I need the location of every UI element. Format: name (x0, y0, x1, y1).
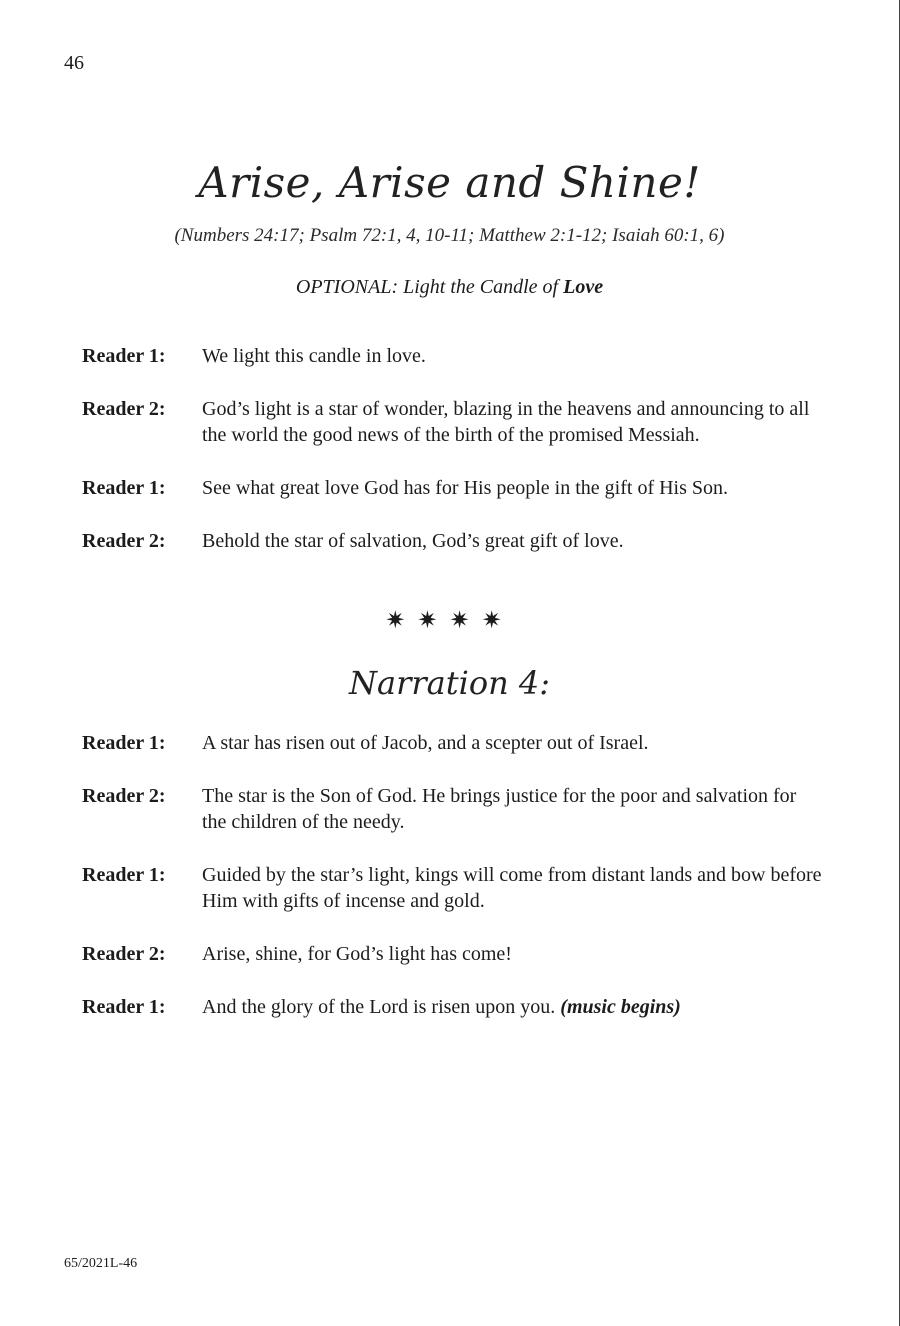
dialogue-line (82, 475, 822, 501)
speaker-label: Reader 2: (82, 530, 166, 552)
dialogue-line (82, 528, 822, 554)
dialogue-text: A star has risen out of Jacob, and a scepter out of Israel. (202, 732, 649, 754)
star-divider: ✷✷✷✷ (385, 608, 514, 634)
page-title: Arise, Arise and Shine! (198, 158, 701, 207)
speaker-label: Reader 1: (82, 996, 166, 1018)
speaker-label: Reader 1: (82, 864, 166, 886)
speaker-label: Reader 2: (82, 943, 166, 965)
optional-emphasis: Love (563, 276, 604, 298)
speaker-label: Reader 1: (82, 732, 166, 754)
page-number: 46 (64, 52, 84, 74)
speaker-label: Reader 1: (82, 477, 166, 499)
dialogue-line (82, 730, 822, 756)
dialogue-line (82, 343, 822, 369)
dialogue-text: Arise, shine, for God’s light has come! (202, 943, 512, 965)
dialogue-text: We light this candle in love. (202, 345, 426, 367)
optional-prefix: OPTIONAL: Light the Candle of (295, 276, 564, 298)
dialogue-text: See what great love God has for His people in the gift of His Son. (202, 477, 729, 499)
dialogue-text-main: And the glory of the Lord is risen upon you. (202, 996, 561, 1018)
dialogue-text: God’s light is a star of wonder, blazing in the heavens and announcing to all the world the good news of the birth of the promised Messiah. (202, 398, 810, 446)
dialogue-text (202, 994, 822, 1020)
optional-instruction (0, 276, 899, 299)
scripture-references: (Numbers 24:17; Psalm 72:1, 4, 10-11; Matthew 2:1-12; Isaiah 60:1, 6) (174, 225, 725, 246)
dialogue-line (82, 941, 822, 967)
dialogue-text: The star is the Son of God. He brings justice for the poor and salvation for the children of the needy. (202, 785, 797, 833)
dialogue-line (82, 396, 822, 448)
section-heading: Narration 4: (348, 664, 551, 702)
speaker-label: Reader 1: (82, 345, 166, 367)
dialogue-text: Guided by the star’s light, kings will come from distant lands and bow before Him with gifts of incense and gold. (202, 864, 822, 912)
dialogue-line (82, 994, 822, 1020)
dialogue-part-1 (82, 343, 822, 581)
dialogue-part-2 (82, 730, 822, 1047)
speaker-label: Reader 2: (82, 398, 166, 420)
dialogue-text: Behold the star of salvation, God’s great gift of love. (202, 530, 624, 552)
footer-code: 65/2021L-46 (64, 1256, 138, 1271)
dialogue-line (82, 783, 822, 835)
dialogue-line (82, 862, 822, 914)
stage-cue: (music begins) (560, 996, 681, 1018)
speaker-label: Reader 2: (82, 785, 166, 807)
